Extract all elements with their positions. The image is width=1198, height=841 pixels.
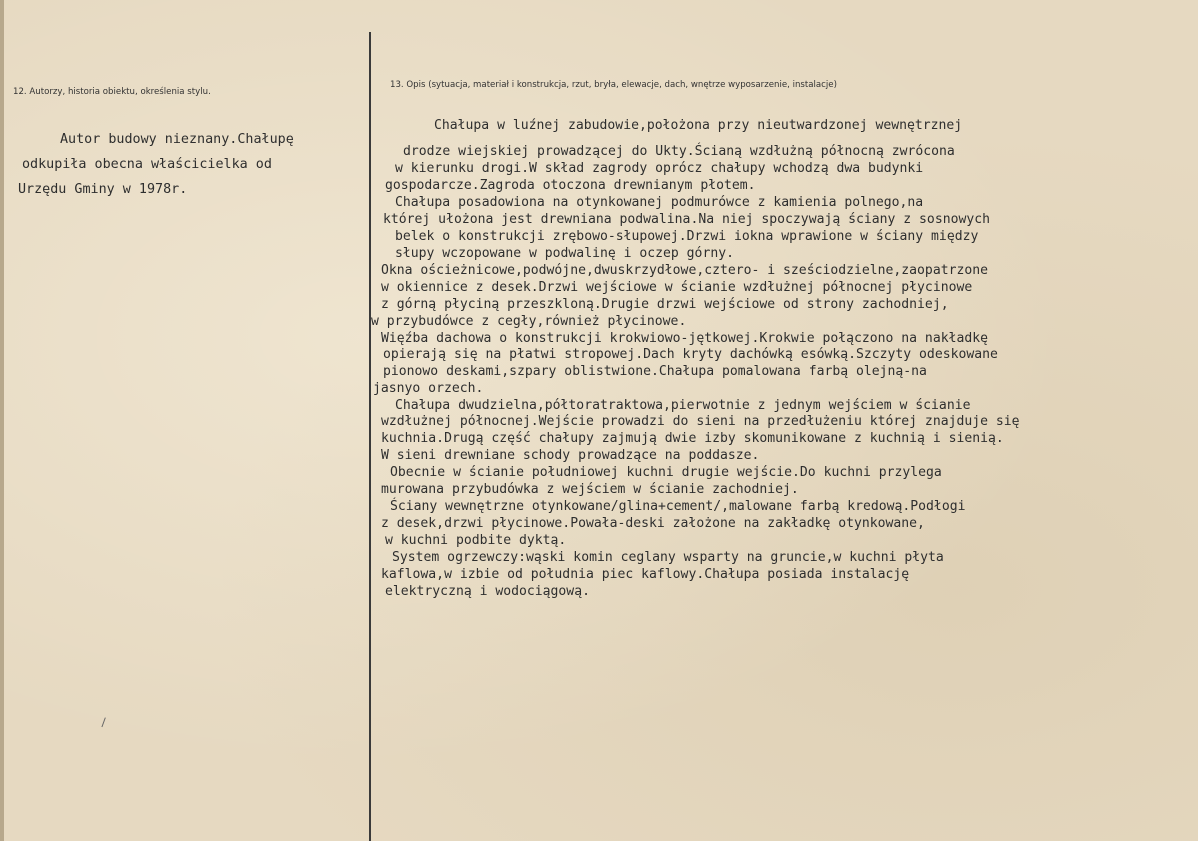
section-12-line: odkupiła obecna właścicielka od bbox=[22, 157, 272, 172]
section-13-line: pionowo deskami,szpary oblistwione.Chałupa pomalowana farbą olejną-na bbox=[383, 364, 927, 379]
section-13-line: Więźba dachowa o konstrukcji krokwiowo-jętkowej.Krokwie połączono na nakładkę bbox=[381, 331, 988, 346]
section-13-line: której ułożona jest drewniana podwalina.Na niej spoczywają ściany z sosnowych bbox=[383, 212, 990, 227]
section-13-line: wzdłużnej północnej.Wejście prowadzi do sieni na przedłużeniu której znajduje się bbox=[381, 414, 1020, 429]
section-12-line: Autor budowy nieznany.Chałupę bbox=[60, 132, 294, 147]
section-13-line: w kuchni podbite dyktą. bbox=[385, 533, 567, 548]
section-13-header: 13. Opis (sytuacja, materiał i konstrukcja, rzut, bryła, elewacje, dach, wnętrze wyposarzenie, instalacje) bbox=[390, 80, 837, 90]
section-13-line: Chałupa dwudzielna,półtoratraktowa,pierwotnie z jednym wejściem w ścianie bbox=[395, 398, 971, 413]
section-13-line: jasnyo orzech. bbox=[373, 381, 484, 396]
section-13-line: z desek,drzwi płycinowe.Powała-deski założone na zakładkę otynkowane, bbox=[381, 516, 925, 531]
page-edge bbox=[0, 0, 4, 841]
section-13-line: Obecnie w ścianie południowej kuchni drugie wejście.Do kuchni przylega bbox=[390, 465, 942, 480]
section-13-line: W sieni drewniane schody prowadzące na poddasze. bbox=[381, 448, 760, 463]
section-13-line: Chałupa posadowiona na otynkowanej podmurówce z kamienia polnego,na bbox=[395, 195, 924, 210]
section-12-body bbox=[18, 127, 294, 202]
section-13-line: murowana przybudówka z wejściem w ścianie zachodniej. bbox=[381, 482, 799, 497]
section-13-line: z górną płyciną przeszkloną.Drugie drzwi wejściowe od strony zachodniej, bbox=[381, 297, 949, 312]
column-divider bbox=[369, 32, 371, 841]
section-12-line: Urzędu Gminy w 1978r. bbox=[18, 182, 188, 197]
section-13-line: w kierunku drogi.W skład zagrody oprócz chałupy wchodzą dwa budynki bbox=[395, 161, 924, 176]
section-13-line: Ściany wewnętrzne otynkowane/glina+cement/,malowane farbą kredową.Podłogi bbox=[390, 499, 966, 514]
section-13-line: gospodarcze.Zagroda otoczona drewnianym płotem. bbox=[385, 178, 756, 193]
section-12-header: 12. Autorzy, historia obiektu, określenia stylu. bbox=[13, 87, 211, 97]
section-13-line: belek o konstrukcji zrębowo-słupowej.Drzwi iokna wprawione w ściany między bbox=[395, 229, 979, 244]
section-13-line: kuchnia.Drugą część chałupy zajmują dwie izby skomunikowane z kuchnią i sienią. bbox=[381, 431, 1004, 446]
section-13-line: w przybudówce z cegły,również płycinowe. bbox=[371, 314, 687, 329]
section-13-line: Chałupa w luźnej zabudowie,położona przy nieutwardzonej wewnętrznej bbox=[434, 118, 963, 133]
section-13-line: Okna ościeżnicowe,podwójne,dwuskrzydłowe,cztero- i sześciodzielne,zaopatrzone bbox=[381, 263, 988, 278]
section-13-line: w okiennice z desek.Drzwi wejściowe w ścianie wzdłużnej północnej płycinowe bbox=[381, 280, 973, 295]
section-13-line: System ogrzewczy:wąski komin ceglany wsparty na gruncie,w kuchni płyta bbox=[392, 550, 944, 565]
section-13-line: kaflowa,w izbie od południa piec kaflowy.Chałupa posiada instalację bbox=[381, 567, 910, 582]
section-13-line: drodze wiejskiej prowadzącej do Ukty.Ścianą wzdłużną północną zwrócona bbox=[403, 144, 955, 159]
pencil-mark bbox=[101, 717, 109, 728]
section-13-line: słupy wczopowane w podwalinę i oczep górny. bbox=[395, 246, 734, 261]
section-13-line: elektryczną i wodociągową. bbox=[385, 584, 590, 599]
section-13-line: opierają się na płatwi stropowej.Dach kryty dachówką esówką.Szczyty odeskowane bbox=[383, 347, 998, 362]
